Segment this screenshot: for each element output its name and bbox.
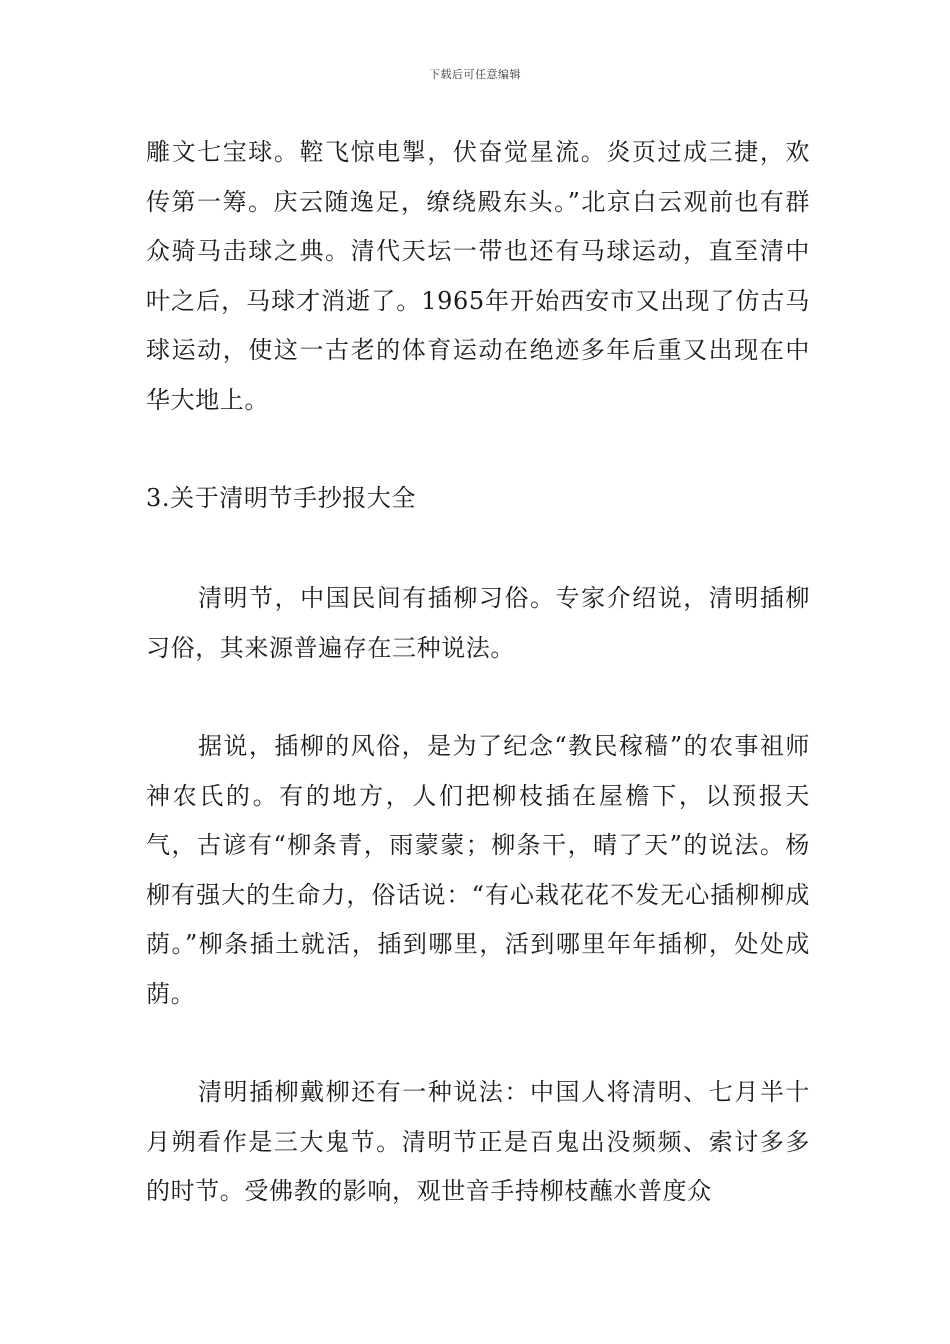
page-header-note: 下载后可任意编辑 bbox=[429, 68, 521, 81]
paragraph-willow-custom-intro: 清明节，中国民间有插柳习俗。专家介绍说，清明插柳习俗，其来源普遍存在三种说法。 bbox=[146, 584, 810, 662]
section-heading: 3.关于清明节手抄报大全 bbox=[146, 484, 417, 512]
paragraph-polo-history: 雕文七宝球。鞚飞惊电掣，伏奋觉星流。炎页过成三捷，欢传第一筹。庆云随逸足，缭绕殿东头。”北京白云观前也有群众骑马击球之典。清代天坛一带也还有马球运动，直至清中叶之后，马球才消逝了。1965年开始西安市又出现了仿古马球运动，使这一古老的体育运动在绝迹多年后重又出现在中华大地上。 bbox=[146, 138, 810, 414]
paragraph-willow-shennong: 据说，插柳的风俗，是为了纪念“教民稼穑”的农事祖师神农氏的。有的地方，人们把柳枝插在屋檐下，以预报天气，古谚有“柳条青，雨蒙蒙；柳条干，晴了天”的说法。杨柳有强大的生命力，俗话说：“有心栽花花不发无心插柳柳成荫。”柳条插土就活，插到哪里，活到哪里年年插柳，处处成荫。 bbox=[146, 732, 810, 1008]
paragraph-willow-ghost-festival: 清明插柳戴柳还有一种说法：中国人将清明、七月半十月朔看作是三大鬼节。清明节正是百鬼出没频频、索讨多多的时节。受佛教的影响，观世音手持柳枝蘸水普度众 bbox=[146, 1078, 810, 1205]
